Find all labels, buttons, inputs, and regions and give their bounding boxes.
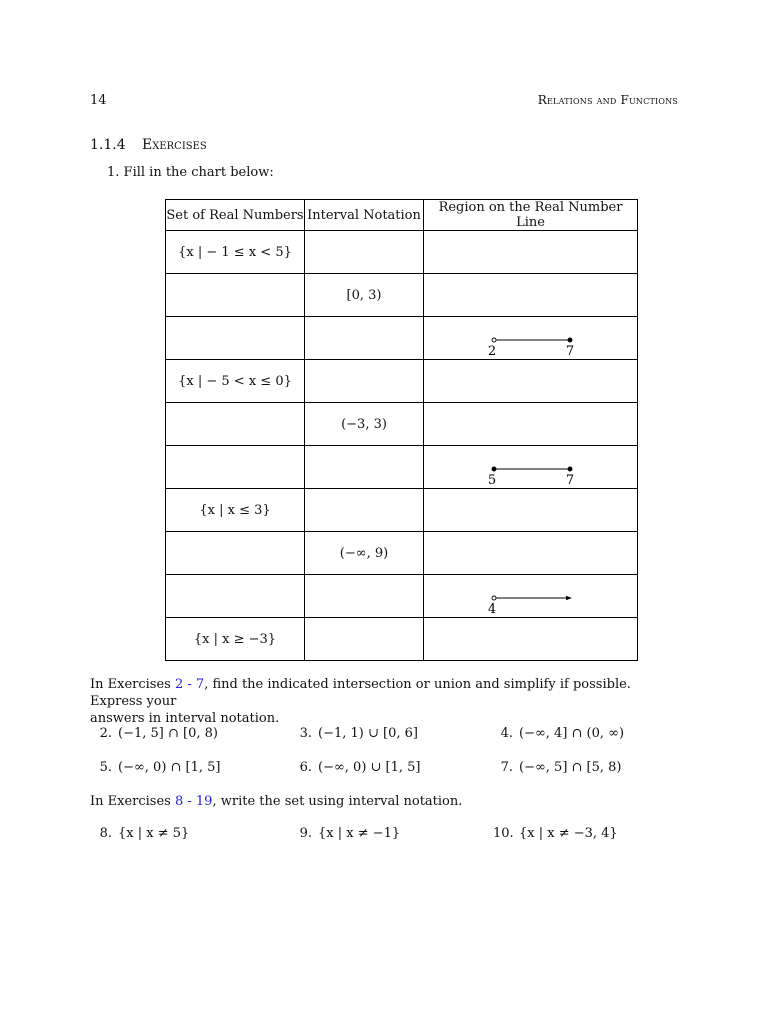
region-cell	[424, 446, 638, 489]
number-line	[424, 317, 637, 359]
problem-number: 6.	[299, 760, 312, 775]
arrow-head-icon	[566, 596, 572, 600]
set-cell: {x | − 5 < x ≤ 0}	[166, 360, 305, 403]
interval-cell	[305, 231, 424, 274]
interval-cell: (−∞, 9)	[305, 532, 424, 575]
region-cell	[424, 489, 638, 532]
open-endpoint-left	[492, 338, 496, 342]
interval-cell	[305, 360, 424, 403]
table-row	[166, 403, 638, 446]
exercise-problem	[92, 760, 221, 775]
exercise-chart-table	[165, 199, 638, 661]
region-cell	[424, 575, 638, 618]
section-title: Exercises	[142, 137, 207, 153]
problem-expression: (−1, 5] ∩ [0, 8)	[118, 726, 218, 741]
table-row	[166, 446, 638, 489]
table-row	[166, 274, 638, 317]
problem-expression: (−1, 1) ∪ [0, 6]	[318, 726, 418, 741]
problem-expression: (−∞, 0) ∪ [1, 5]	[318, 760, 421, 775]
problem-expression: (−∞, 4] ∩ (0, ∞)	[519, 726, 625, 741]
problem-expression: {x | x ≠ 5}	[118, 826, 190, 841]
region-cell	[424, 317, 638, 360]
set-cell	[166, 575, 305, 618]
problem-expression: {x | x ≠ −3, 4}	[519, 826, 618, 841]
problem-expression: (−∞, 0) ∩ [1, 5]	[118, 760, 221, 775]
closed-endpoint-right	[568, 467, 572, 471]
table-row	[166, 575, 638, 618]
number-line-label-right: 7	[565, 344, 575, 359]
set-cell: {x | − 1 ≤ x < 5}	[166, 231, 305, 274]
exercise-1-prompt	[107, 165, 274, 180]
set-cell	[166, 274, 305, 317]
set-cell	[166, 532, 305, 575]
problem-number: 4.	[500, 726, 513, 741]
set-cell: {x | x ≤ 3}	[166, 489, 305, 532]
para1-line2: answers in interval notation.	[90, 711, 280, 726]
number-line	[424, 575, 637, 617]
table-row	[166, 231, 638, 274]
problem-number: 9.	[299, 826, 312, 841]
para1-prefix: In Exercises	[90, 677, 175, 692]
problem-expression: {x | x ≠ −1}	[318, 826, 401, 841]
interval-cell: (−3, 3)	[305, 403, 424, 446]
page-number: 14	[90, 93, 107, 108]
closed-endpoint-right	[568, 338, 572, 342]
interval-cell	[305, 489, 424, 532]
exercise-1-text: Fill in the chart below:	[123, 165, 274, 180]
interval-cell	[305, 317, 424, 360]
region-cell	[424, 403, 638, 446]
exercise-1-number: 1.	[107, 165, 120, 180]
region-cell	[424, 532, 638, 575]
section-number: 1.1.4	[90, 137, 126, 153]
interval-cell: [0, 3)	[305, 274, 424, 317]
interval-cell	[305, 575, 424, 618]
table-row	[166, 532, 638, 575]
exercise-problem	[493, 726, 624, 741]
header-set: Set of Real Numbers	[166, 200, 305, 231]
problem-number: 2.	[99, 726, 112, 741]
problem-number: 7.	[500, 760, 513, 775]
exercise-problem	[92, 826, 189, 841]
number-line-label-right: 7	[565, 473, 575, 488]
exercise-problem	[292, 726, 418, 741]
exercise-problem	[292, 760, 421, 775]
region-cell	[424, 274, 638, 317]
header-region: Region on the Real Number Line	[424, 200, 638, 231]
exercises-8-19-instructions	[90, 793, 680, 810]
table-row	[166, 360, 638, 403]
problem-number: 5.	[99, 760, 112, 775]
problem-expression: (−∞, 5] ∩ [5, 8)	[519, 760, 622, 775]
closed-endpoint-left	[492, 467, 496, 471]
problem-number: 8.	[99, 826, 112, 841]
region-cell	[424, 231, 638, 274]
table-header-row	[166, 200, 638, 231]
exercise-problem	[292, 826, 400, 841]
set-cell	[166, 317, 305, 360]
table-row	[166, 489, 638, 532]
region-cell	[424, 618, 638, 661]
para2-suffix: , write the set using interval notation.	[212, 794, 463, 809]
number-line	[424, 446, 637, 488]
exercises-2-7-instructions	[90, 676, 680, 727]
table-row	[166, 618, 638, 661]
problem-number: 3.	[299, 726, 312, 741]
header-interval: Interval Notation	[305, 200, 424, 231]
set-cell	[166, 446, 305, 489]
table-row	[166, 317, 638, 360]
running-head: Relations and Functions	[537, 93, 678, 107]
exercise-problem	[92, 726, 218, 741]
region-cell	[424, 360, 638, 403]
open-endpoint-left	[492, 596, 496, 600]
exercise-problem	[493, 760, 622, 775]
number-line-label-left: 2	[487, 344, 497, 359]
number-line-label-left: 4	[487, 602, 497, 617]
problem-number: 10.	[493, 826, 514, 841]
interval-cell	[305, 618, 424, 661]
para1-suffix: , find the indicated intersection or union and simplify if possible. Express your	[90, 677, 631, 709]
exercise-problem	[493, 826, 618, 841]
exercises-2-7-link[interactable]: 2 - 7	[174, 677, 205, 692]
set-cell	[166, 403, 305, 446]
set-cell: {x | x ≥ −3}	[166, 618, 305, 661]
para2-prefix: In Exercises	[90, 794, 175, 809]
exercises-8-19-link[interactable]: 8 - 19	[174, 794, 213, 809]
number-line-label-left: 5	[487, 473, 497, 488]
interval-cell	[305, 446, 424, 489]
